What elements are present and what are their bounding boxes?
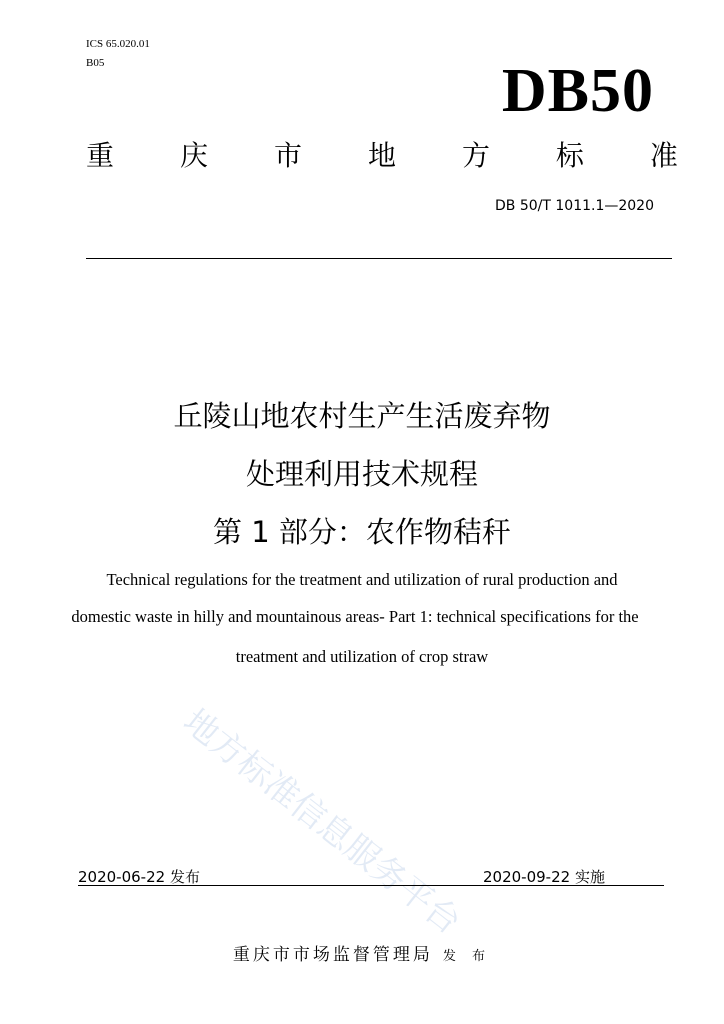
standard-type-char: 庆 bbox=[179, 139, 208, 172]
title-en-line-1: Technical regulations for the treatment and utilization of rural production and bbox=[106, 570, 618, 589]
standard-code-logo: DB50 bbox=[501, 57, 654, 125]
issuer bbox=[0, 940, 724, 965]
standard-type-char: 标 bbox=[555, 139, 584, 172]
standard-type-char: 市 bbox=[273, 139, 302, 172]
title-en-line-2: domestic waste in hilly and mountainous areas- Part 1: technical specifications for the bbox=[71, 607, 639, 626]
title-zh-line-2: 处理利用技术规程 bbox=[245, 457, 478, 491]
title-zh-line-1: 丘陵山地农村生产生活废弃物 bbox=[173, 399, 551, 433]
title-en-line-3: treatment and utilization of crop straw bbox=[235, 647, 489, 666]
implement-date: 2020-09-22 实施 bbox=[483, 868, 605, 886]
title-zh-line-3: 第 1 部分：农作物秸秆 bbox=[213, 515, 511, 549]
bottom-divider bbox=[78, 885, 664, 886]
standard-type bbox=[86, 139, 678, 172]
standard-type-char: 重 bbox=[86, 139, 115, 172]
issuer-suffix: 发 布 bbox=[442, 949, 492, 964]
standard-type-char: 准 bbox=[649, 139, 678, 172]
classification-code: B05 bbox=[86, 57, 105, 69]
standard-type-char: 地 bbox=[367, 139, 396, 172]
standard-type-char: 方 bbox=[461, 139, 490, 172]
issuer-name: 重庆市市场监督管理局 bbox=[232, 945, 433, 965]
ics-code: ICS 65.020.01 bbox=[86, 38, 150, 50]
standard-number: DB 50/T 1011.1—2020 bbox=[495, 198, 654, 214]
publish-date: 2020-06-22 发布 bbox=[78, 868, 200, 886]
top-divider bbox=[86, 258, 672, 259]
watermark: 地方标准信息服务平台 bbox=[175, 701, 469, 943]
